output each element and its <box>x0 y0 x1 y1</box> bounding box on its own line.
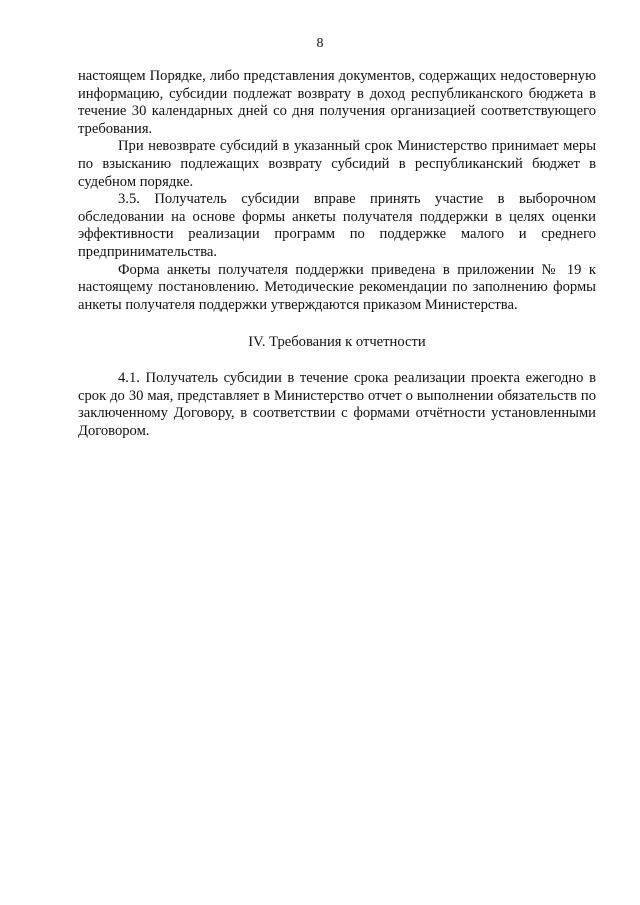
paragraph-survey-form: Форма анкеты получателя поддержки приведена в приложении № 19 к настоящему постановлению. Методические рекомендации по заполнению формы анкеты получателя поддержки утверждаются приказом Министерства. <box>78 261 596 313</box>
paragraph-continuation: настоящем Порядке, либо представления документов, содержащих недостоверную информацию, субсидии подлежат возврату в доход республиканского бюджета в течение 30 календарных дней со дня получения организацией соответствующего требования. <box>78 68 596 137</box>
page-number: 8 <box>316 36 324 51</box>
document-body <box>78 68 596 440</box>
section-heading: IV. Требования к отчетности <box>248 334 426 351</box>
paragraph-4-1: 4.1. Получатель субсидии в течение срока реализации проекта ежегодно в срок до 30 мая, представляет в Министерство отчет о выполнении обязательств по заключенному Договору, в соответствии с формами отчётности установленными Договором. <box>78 369 596 439</box>
paragraph-non-return: При невозврате субсидий в указанный срок Министерство принимает меры по взысканию подлежащих возврату субсидий в республиканский бюджет в судебном порядке. <box>78 138 596 190</box>
paragraph-3-5: 3.5. Получатель субсидии вправе принять участие в выборочном обследовании на основе формы анкеты получателя поддержки в целях оценки эффективности реализации программ по поддержке малого и среднего предпринимательства. <box>78 191 596 260</box>
